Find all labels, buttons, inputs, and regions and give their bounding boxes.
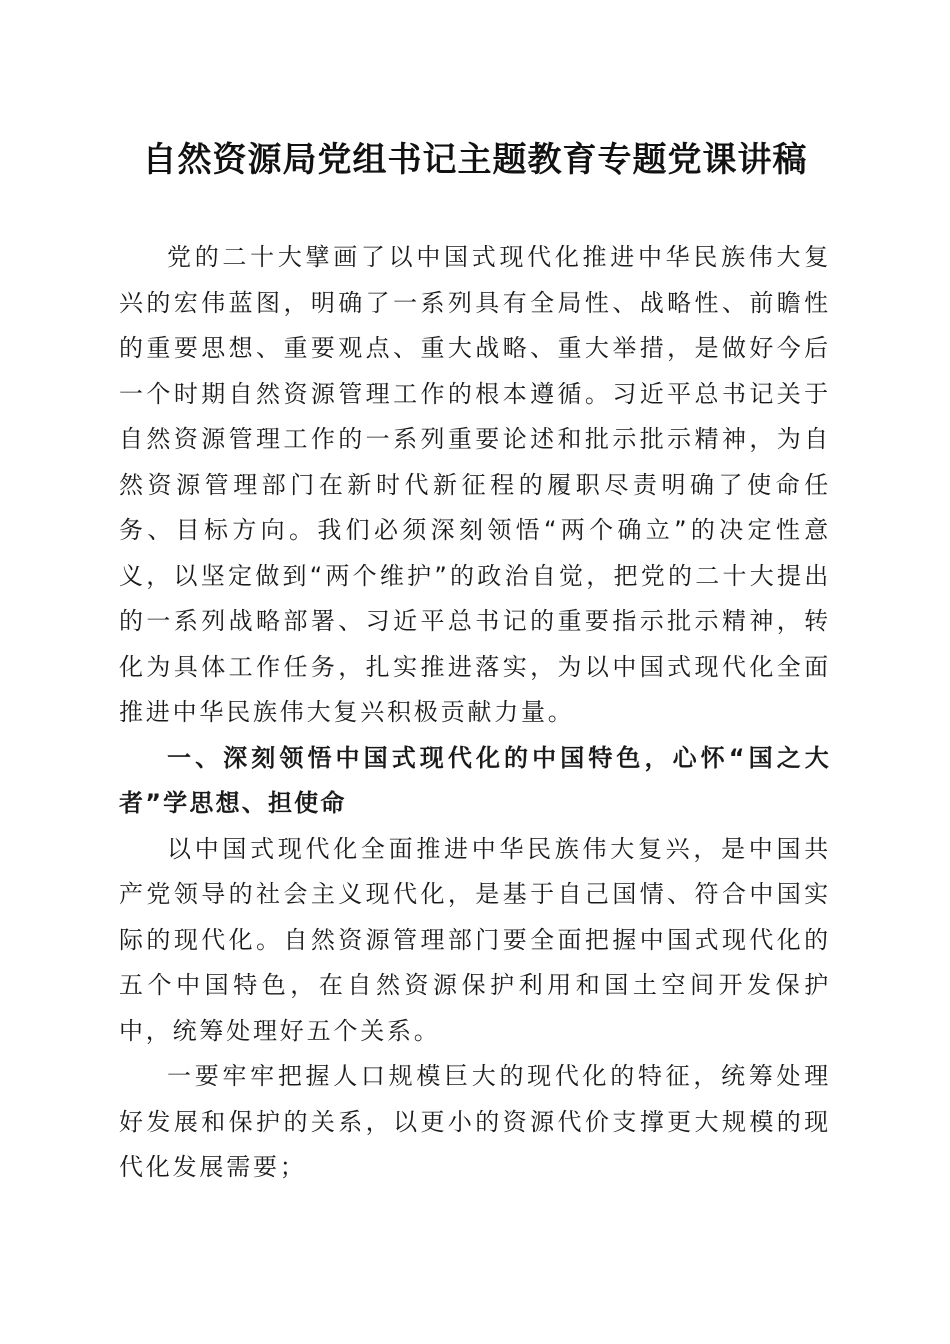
paragraph-section-1: 以中国式现代化全面推进中华民族伟大复兴，是中国共产党领导的社会主义现代化，是基于自己国情、符合中国实际的现代化。自然资源管理部门要全面把握中国式现代化的五个中国特色，在自然资源保护利用和国土空间开发保护中，统筹处理好五个关系。 [119, 834, 831, 1045]
document-title: 自然资源局党组书记主题教育专题党课讲稿 [142, 140, 808, 180]
section-heading-1: 一、深刻领悟中国式现代化的中国特色，心怀“国之大者”学思想、担使命 [119, 743, 831, 817]
paragraph-intro: 党的二十大擘画了以中国式现代化推进中华民族伟大复兴的宏伟蓝图，明确了一系列具有全局性、战略性、前瞻性的重要思想、重要观点、重大战略、重大举措，是做好今后一个时期自然资源管理工作的根本遵循。习近平总书记关于自然资源管理工作的一系列重要论述和批示批示精神，为自然资源管理部门在新时代新征程的履职尽责明确了使命任务、目标方向。我们必须深刻领悟“两个确立”的决定性意义，以坚定做到“两个维护”的政治自觉，把党的二十大提出的一系列战略部署、习近平总书记的重要指示批示精神，转化为具体工作任务，扎实推进落实，为以中国式现代化全面推进中华民族伟大复兴积极贡献力量。 [119, 243, 831, 726]
document-body [119, 235, 831, 1191]
paragraph-point-1: 一要牢牢把握人口规模巨大的现代化的特征，统筹处理好发展和保护的关系，以更小的资源代价支撑更大规模的现代化发展需要； [119, 1062, 831, 1181]
